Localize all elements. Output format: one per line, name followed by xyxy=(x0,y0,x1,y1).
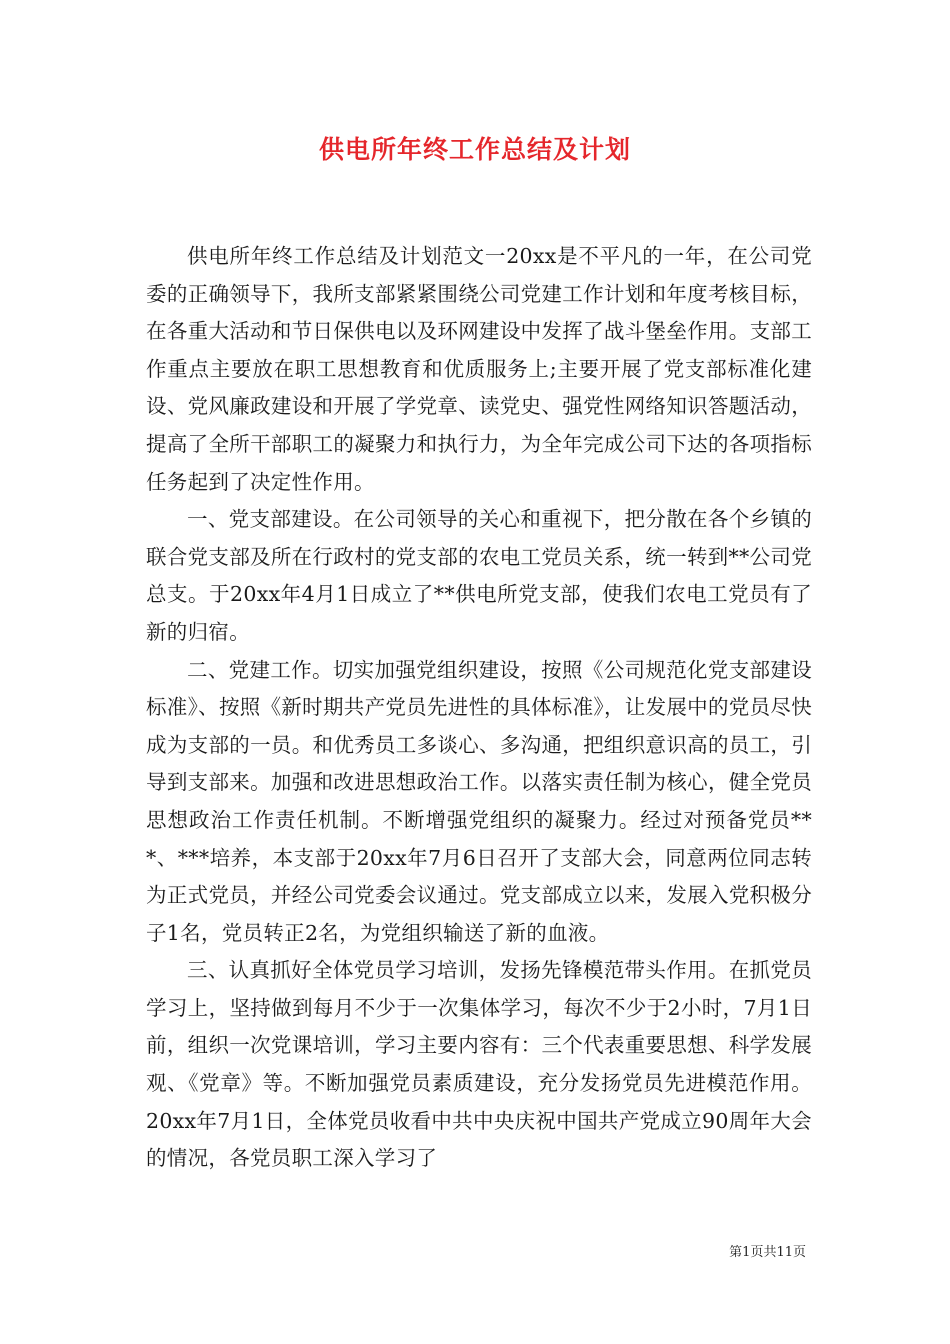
document-title: 供电所年终工作总结及计划 xyxy=(318,135,631,164)
document-body xyxy=(146,238,812,1178)
paragraph-party-branch: 一、党支部建设。在公司领导的关心和重视下，把分散在各个乡镇的联合党支部及所在行政村的党支部的农电工党员关系，统一转到**公司党总支。于20xx年4月1日成立了**供电所党支部，使我们农电工党员有了新的归宿。 xyxy=(146,507,812,644)
paragraph-study-training: 三、认真抓好全体党员学习培训，发扬先锋模范带头作用。在抓党员学习上，坚持做到每月不少于一次集体学习，每次不少于2小时，7月1日前，组织一次党课培训，学习主要内容有：三个代表重要思想、科学发展观、《党章》等。不断加强党员素质建设，充分发扬党员先进模范作用。20xx年7月1日，全体党员收看中共中央庆祝中国共产党成立90周年大会的情况，各党员职工深入学习了 xyxy=(146,958,812,1171)
paragraph-intro: 供电所年终工作总结及计划范文一20xx是不平凡的一年，在公司党委的正确领导下，我所支部紧紧围绕公司党建工作计划和年度考核目标，在各重大活动和节日保供电以及环网建设中发挥了战斗堡垒作用。支部工作重点主要放在职工思想教育和优质服务上;主要开展了党支部标准化建设、党风廉政建设和开展了学党章、读党史、强党性网络知识答题活动，提高了全所干部职工的凝聚力和执行力，为全年完成公司下达的各项指标任务起到了决定性作用。 xyxy=(146,244,812,494)
page-number-footer: 第1页共11页 xyxy=(729,1245,806,1260)
paragraph-party-building: 二、党建工作。切实加强党组织建设，按照《公司规范化党支部建设标准》、按照《新时期共产党员先进性的具体标准》，让发展中的党员尽快成为支部的一员。和优秀员工多谈心、多沟通，把组织意识高的员工，引导到支部来。加强和改进思想政治工作。以落实责任制为核心，健全党员思想政治工作责任机制。不断增强党组织的凝聚力。经过对预备党员***、***培养，本支部于20xx年7月6日召开了支部大会，同意两位同志转为正式党员，并经公司党委会议通过。党支部成立以来，发展入党积极分子1名，党员转正2名，为党组织输送了新的血液。 xyxy=(146,657,812,945)
